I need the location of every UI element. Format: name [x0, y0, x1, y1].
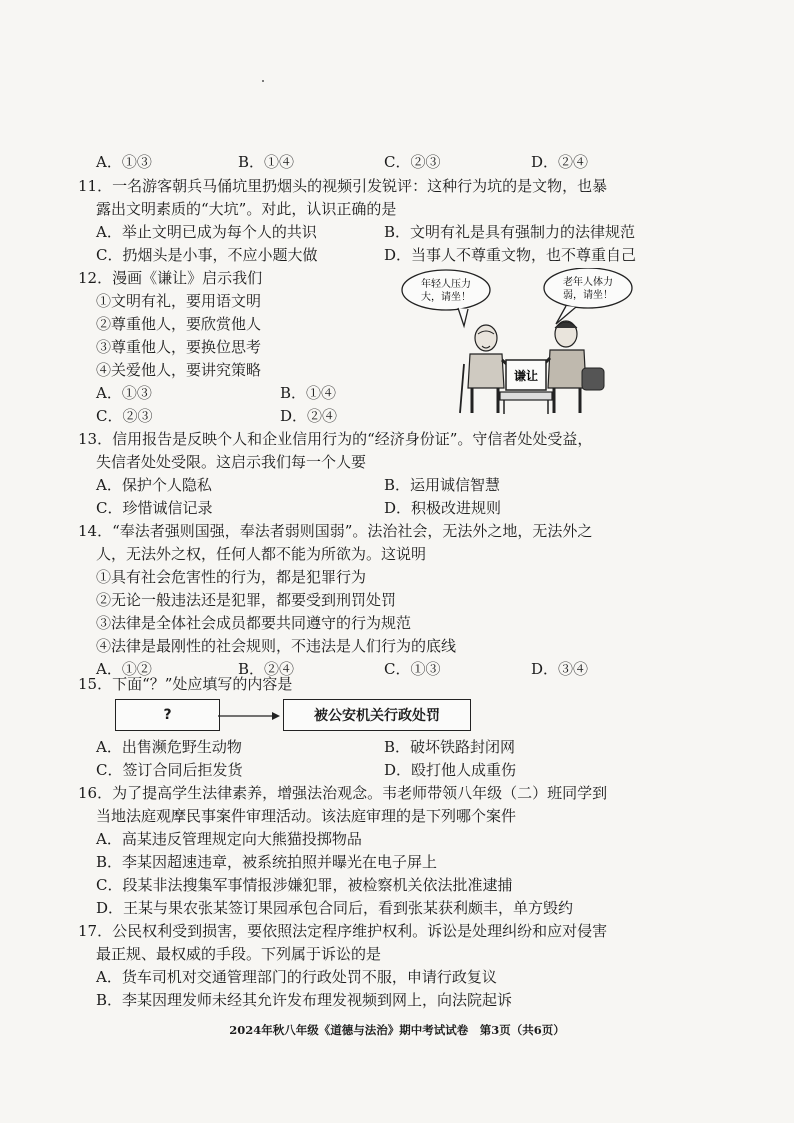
flow-box-result [283, 699, 471, 731]
q12-item-4: ④关爱他人，要讲究策略 [96, 361, 262, 379]
flow-result-text: 被公安机关行政处罚 [314, 708, 440, 724]
q15-option-c: C．签订合同后拒发货 [96, 761, 243, 779]
q12-item-1: ①文明有礼，要用语文明 [96, 292, 262, 310]
q12-item-3: ③尊重他人，要换位思考 [96, 338, 262, 356]
q16-stem-line1: 16．为了提高学生法律素养，增强法治观念。韦老师带领八年级（二）班同学到 [78, 784, 608, 802]
q14-item-4: ④法律是最刚性的社会规则，不违法是人们行为的底线 [96, 637, 457, 655]
q14-stem-line1: 14．“奉法者强则国强，奉法者弱则国弱”。法治社会，无法外之地，无法外之 [78, 522, 593, 540]
prev-option-b: B．①④ [238, 153, 295, 171]
q11-option-c: C．扔烟头是小事，不应小题大做 [96, 246, 318, 264]
q14-item-2: ②无论一般违法还是犯罪，都要受到刑罚处罚 [96, 591, 397, 609]
q13-option-d: D．积极改进规则 [384, 499, 502, 517]
q11-stem-line1: 11．一名游客朝兵马俑坑里扔烟头的视频引发锐评：这种行为坑的是文物，也暴 [78, 177, 608, 195]
q16-option-b: B．李某因超速违章，被系统拍照并曝光在电子屏上 [96, 853, 438, 871]
q14-stem-line2: 人，无法外之权，任何人都不能为所欲为。这说明 [96, 545, 427, 563]
q16-stem-line2: 当地法庭观摩民事案件审理活动。该法庭审理的是下列哪个案件 [96, 807, 517, 825]
q14-item-3: ③法律是全体社会成员都要共同遵守的行为规范 [96, 614, 412, 632]
left-bubble-line1: 年轻人压力 [421, 279, 471, 290]
q12-option-b: B．①④ [280, 384, 337, 402]
courtesy-cartoon [398, 268, 660, 416]
flow-question-mark: ? [163, 707, 172, 723]
page-footer: 2024年秋八年级《道德与法治》期中考试试卷 第3页（共6页） [229, 1023, 565, 1037]
q13-option-c: C．珍惜诚信记录 [96, 499, 213, 517]
q16-option-a: A．高某违反管理规定向大熊猫投掷物品 [96, 830, 362, 848]
q13-stem-line1: 13．信用报告是反映个人和企业信用行为的“经济身份证”。守信者处处受益， [78, 430, 593, 448]
prev-option-a: A．①③ [96, 153, 152, 171]
q15-option-d: D．殴打他人成重伤 [384, 761, 517, 779]
prev-option-c: C．②③ [384, 153, 441, 171]
q14-item-1: ①具有社会危害性的行为，都是犯罪行为 [96, 568, 367, 586]
right-bubble-line1: 老年人体力 [563, 277, 613, 288]
q16-option-c: C．段某非法搜集军事情报涉嫌犯罪，被检察机关依法批准逮捕 [96, 876, 513, 894]
q13-option-a: A．保护个人隐私 [96, 476, 212, 494]
q12-item-2: ②尊重他人，要欣赏他人 [96, 315, 262, 333]
q11-stem-line2: 露出文明素质的“大坑”。对此，认识正确的是 [96, 200, 397, 218]
q14-option-b: B．②④ [238, 660, 295, 678]
prev-option-d: D．②④ [531, 153, 589, 171]
q12-stem: 12．漫画《谦让》启示我们 [78, 269, 263, 287]
q17-stem-line2: 最正规、最权威的手段。下列属于诉讼的是 [96, 945, 382, 963]
q11-option-d: D．当事人不尊重文物，也不尊重自己 [384, 246, 637, 264]
q11-option-a: A．举止文明已成为每个人的共识 [96, 223, 317, 241]
q12-option-d: D．②④ [280, 407, 338, 425]
flow-arrow-icon [218, 712, 280, 720]
q13-stem-line2: 失信者处处受限。这启示我们每一个人要 [96, 453, 367, 471]
q14-option-c: C．①③ [384, 660, 441, 678]
right-speech-bubble [544, 268, 632, 308]
left-bubble-line2: 大，请坐！ [421, 292, 471, 303]
left-speech-bubble [402, 270, 490, 310]
q15-option-a: A．出售濒危野生动物 [96, 738, 242, 756]
q15-option-b: B．破坏铁路封闭网 [384, 738, 516, 756]
q17-option-b: B．李某因理发师未经其允许发布理发视频到网上，向法院起诉 [96, 991, 513, 1009]
flow-box-question [115, 699, 220, 731]
q11-option-b: B．文明有礼是具有强制力的法律规范 [384, 223, 636, 241]
chair [500, 360, 552, 414]
right-bubble-line2: 弱，请坐！ [563, 290, 613, 301]
q15-stem: 15．下面“？”处应填写的内容是 [78, 675, 293, 693]
q14-option-d: D．③④ [531, 660, 589, 678]
q13-option-b: B．运用诚信智慧 [384, 476, 501, 494]
q17-option-a: A．货车司机对交通管理部门的行政处罚不服，申请行政复议 [96, 968, 497, 986]
left-bubble-tail [458, 308, 468, 326]
q12-option-a: A．①③ [96, 384, 152, 402]
scan-speck [262, 80, 264, 82]
chair-sign: 谦让 [513, 369, 539, 383]
q16-option-d: D．王某与果农张某签订果园承包合同后，看到张某获利颇丰，单方毁约 [96, 899, 574, 917]
q12-option-c: C．②③ [96, 407, 153, 425]
q17-stem-line1: 17．公民权利受到损害，要依照法定程序维护权利。诉讼是处理纠纷和应对侵害 [78, 922, 608, 940]
cartoon-drawing [398, 268, 660, 416]
q14-option-a: A．①② [96, 660, 152, 678]
